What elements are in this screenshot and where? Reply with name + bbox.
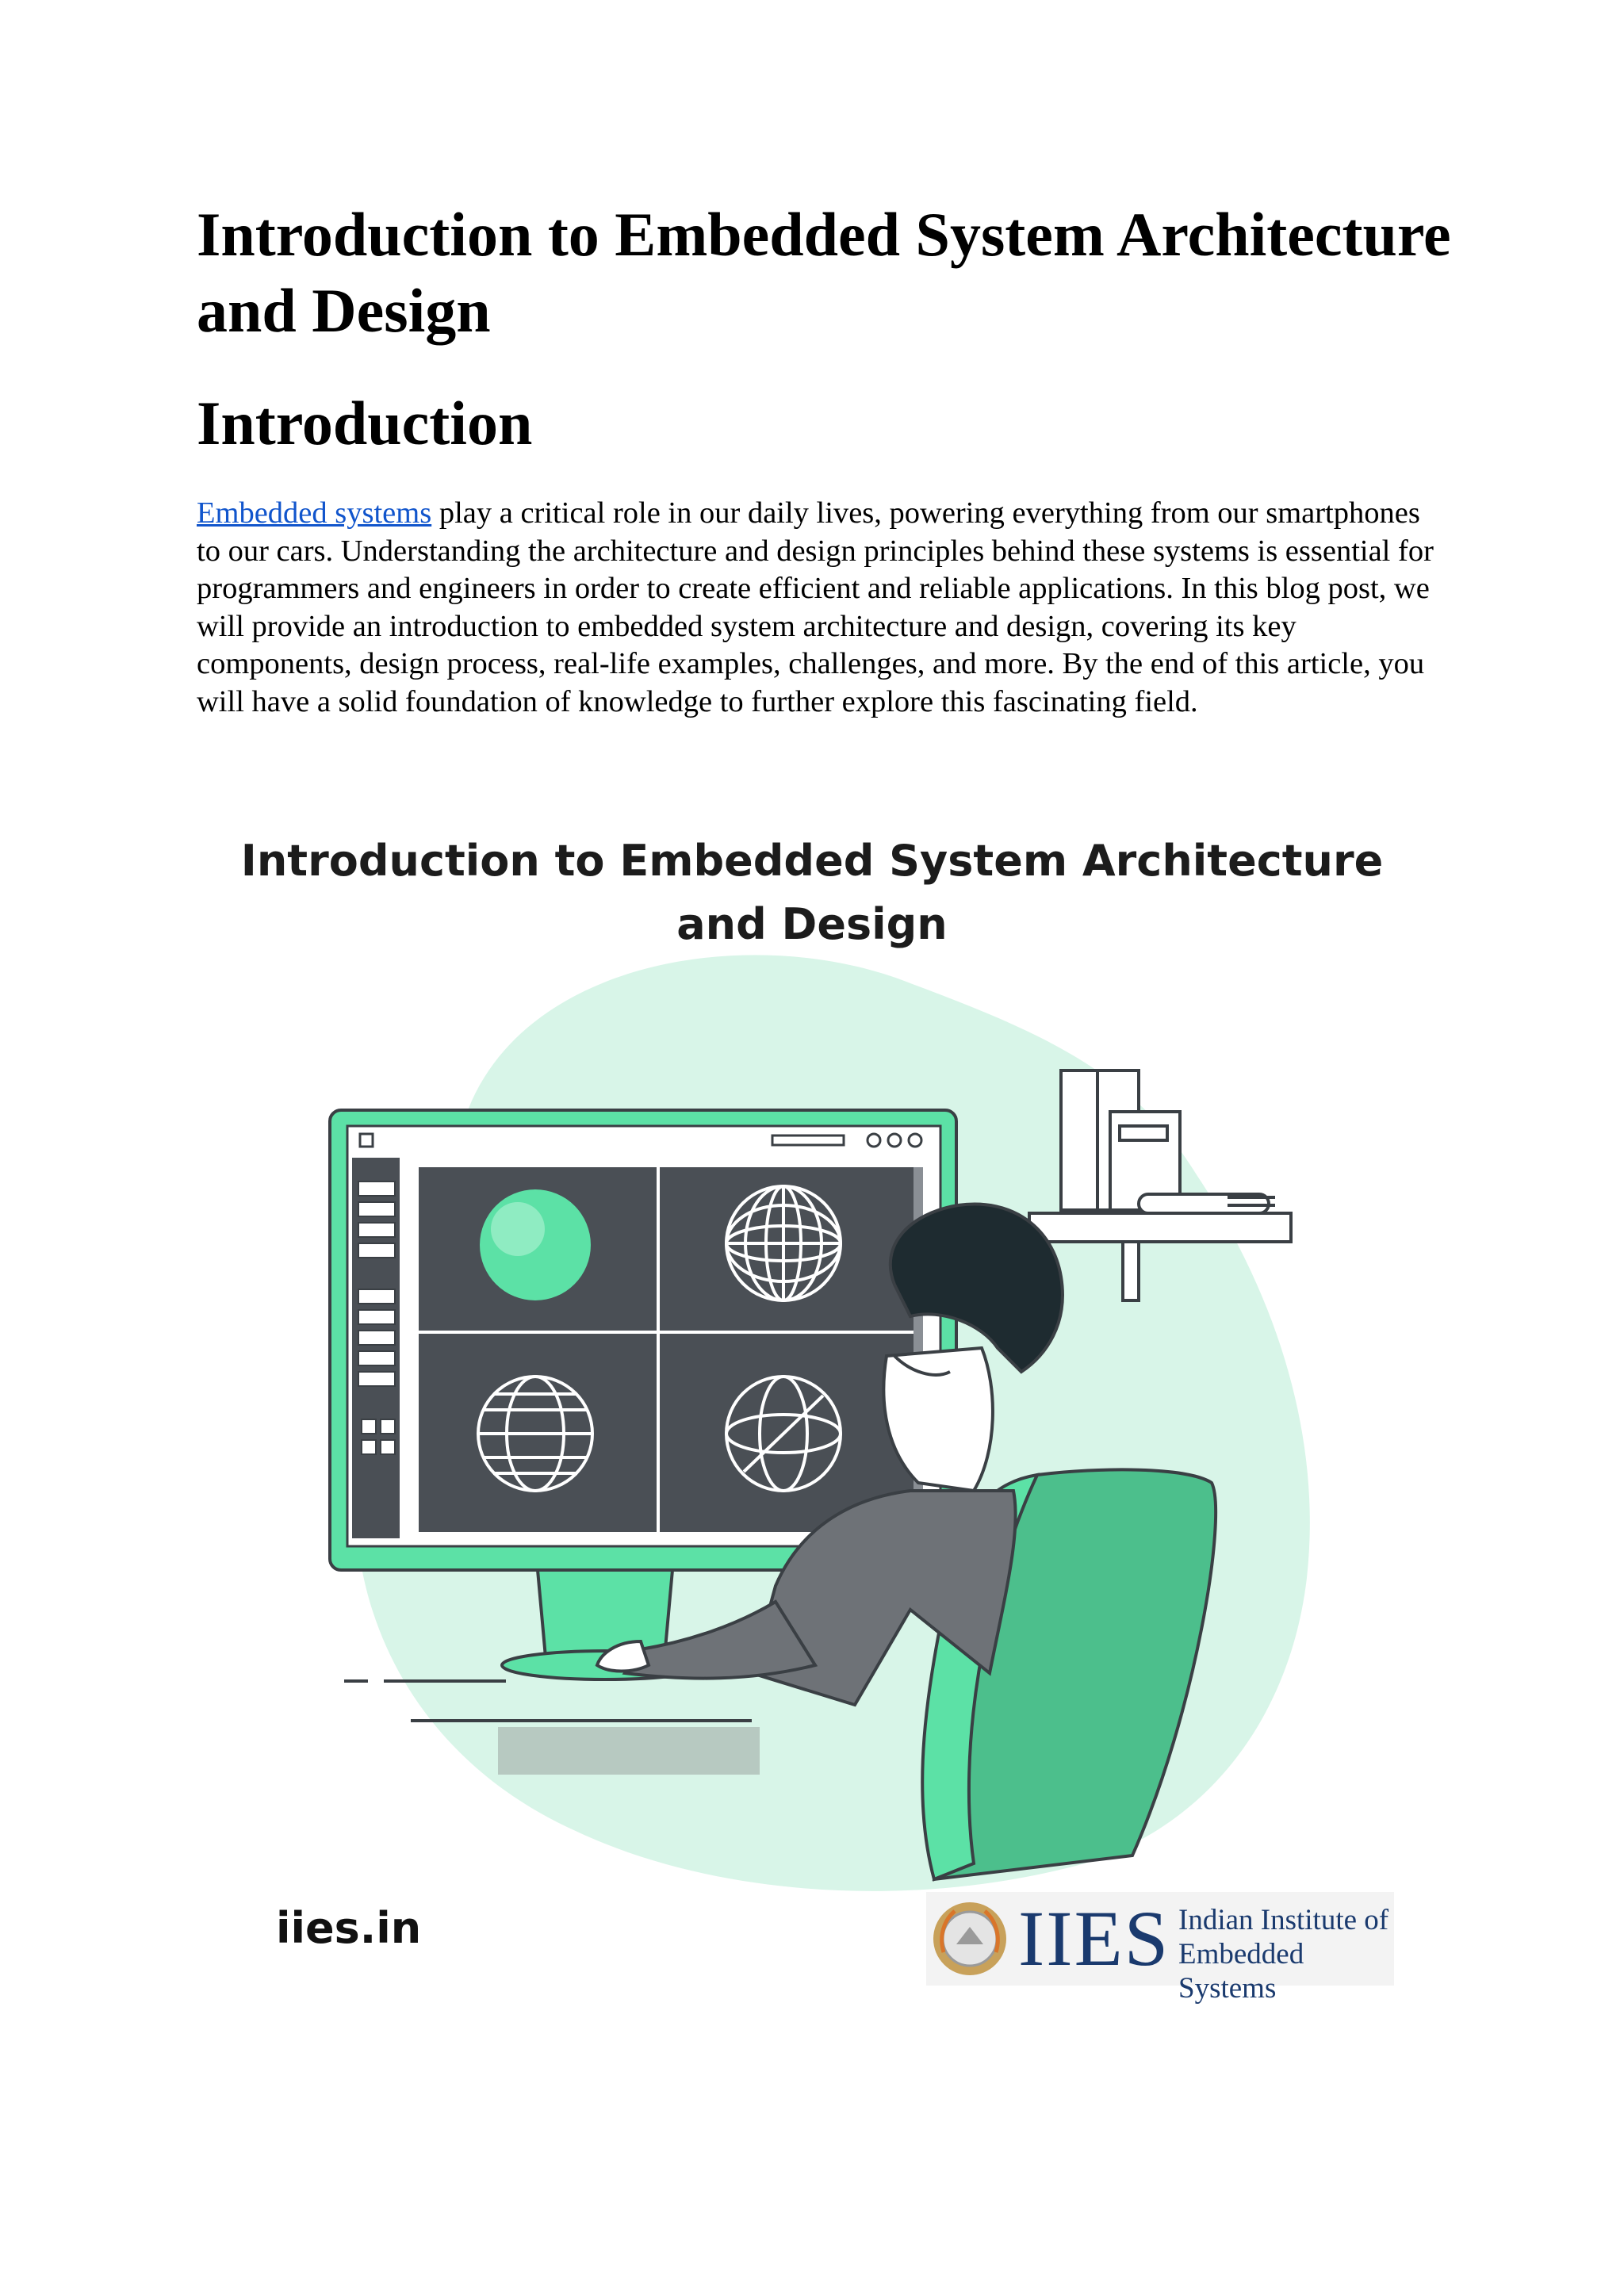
logo-wordmark: IIES [1018,1894,1170,1982]
developer-at-computer-illustration [197,801,1427,1990]
intro-paragraph-text: play a critical role in our daily lives, powering everything from our smartphones to our cars. Understanding the architecture and design principles behind these systems is essential for programmers and engineers in order to create efficient and reliable applications. In this blog post, we will provide an introduction to embedded system architecture and design, covering its key components, design process, real-life examples, challenges, and more. By the end of this article, you will have a solid foundation of knowledge to further explore this fascinating field. [197,496,1434,718]
intro-paragraph [197,495,1434,721]
laurel-emblem-icon [928,1897,1012,1981]
logo-institute-name: Indian Institute of Embedded Systems [1178,1904,1389,2005]
embedded-systems-link[interactable]: Embedded systems [197,496,432,530]
banner-image [197,801,1427,2005]
document-title: Introduction to Embedded System Architecture and Design [197,200,1451,345]
section-heading-introduction: Introduction [197,389,533,458]
banner-title: Introduction to Embedded System Architecture and Design [240,836,1384,949]
site-url-label: iies.in [276,1903,422,1953]
iies-logo [926,1892,1394,2005]
